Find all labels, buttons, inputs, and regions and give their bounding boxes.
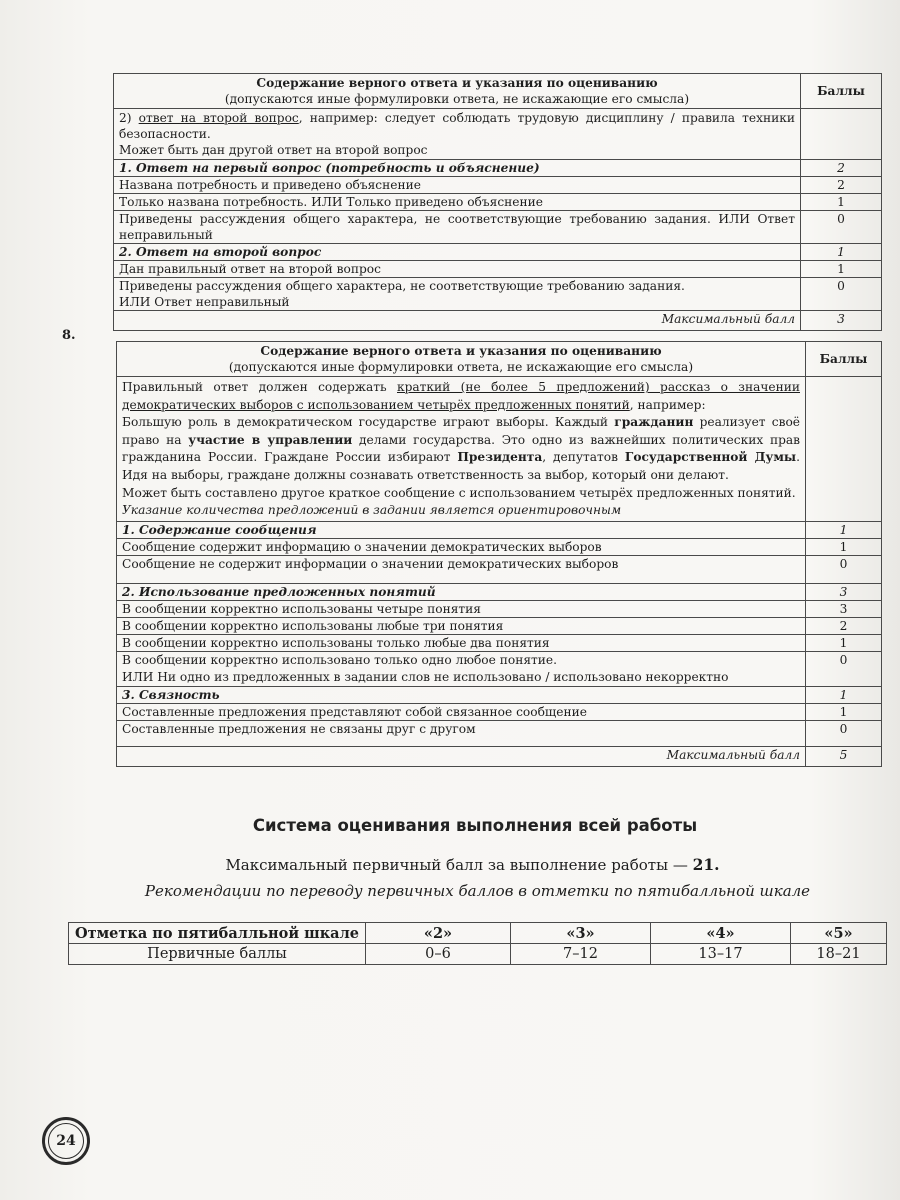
- content-header: Содержание верного ответа и указания по оцениванию (допускаются иные формулировки ответа, не искажающие его смысла): [114, 74, 801, 109]
- criterion-row: 1. Содержание сообщения 1: [117, 521, 882, 538]
- score-row: Составленные предложения не связаны друг с другом 0: [117, 720, 882, 746]
- score-row: В сообщении корректно использованы только любые два понятия 1: [117, 634, 882, 651]
- score-row: Названа потребность и приведено объяснение 2: [114, 177, 882, 194]
- score-row: В сообщении корректно использованы четыре понятия 3: [117, 600, 882, 617]
- max-score-row: Максимальный балл 3: [114, 311, 882, 331]
- criterion-row: 1. Ответ на первый вопрос (потребность и объяснение) 2: [114, 160, 882, 177]
- recommendation-heading: Рекомендации по переводу первичных баллов в отметки по пятибалльной шкале: [144, 882, 811, 900]
- max-score-statement: Максимальный первичный балл за выполнение работы — 21.: [225, 855, 720, 874]
- grade-row: Отметка по пятибалльной шкале «2» «3» «4» «5»: [69, 923, 887, 944]
- section-title: Система оценивания выполнения всей работы: [252, 816, 698, 835]
- criterion-row: 2. Ответ на второй вопрос 1: [114, 244, 882, 261]
- answer-row: 2) ответ на второй вопрос, например: следует соблюдать трудовую дисциплину / правила техники безопасности. Может быть дан другой ответ на второй вопрос: [114, 109, 882, 160]
- score-row: Сообщение не содержит информации о значении демократических выборов 0: [117, 555, 882, 583]
- criterion-row: 3. Связность 1: [117, 686, 882, 703]
- score-row: Составленные предложения представляют собой связанное сообщение 1: [117, 703, 882, 720]
- page-number-badge: 24: [42, 1117, 90, 1165]
- criterion-row: 2. Использование предложенных понятий 3: [117, 583, 882, 600]
- score-row: Только названа потребность. ИЛИ Только приведено объяснение 1: [114, 194, 882, 211]
- points-header: Баллы: [806, 342, 882, 377]
- grade-conversion-table: [68, 922, 887, 965]
- task7-rubric-table: [113, 73, 882, 331]
- table-header-row: [114, 74, 882, 109]
- task-number: 8.: [62, 328, 76, 343]
- points-header: Баллы: [801, 74, 882, 109]
- task8-rubric-table: [116, 341, 882, 767]
- answer-row: Правильный ответ должен содержать краткий (не более 5 предложений) рассказ о значении демократических выборов с использованием четырёх предложенных понятий, например: Большую роль в демократическом государстве играют выборы. Каждый гражданин реализует своё право на участие в управлении делами государства. Это одно из важнейших политических прав гражданина России. Граждане России избирают Президента, депутатов Государственной Думы. Идя на выборы, граждане должны сознавать ответственность за выбор, который они делают. Может быть составлено другое краткое сообщение с использованием четырёх предложенных понятий. Указание количества предложений в задании является ориентировочным: [117, 377, 882, 522]
- score-row: Приведены рассуждения общего характера, не соответствующие требованию задания. ИЛИ Ответ неправильный 0: [114, 211, 882, 244]
- table-header-row: [117, 342, 882, 377]
- content-header: Содержание верного ответа и указания по оцениванию (допускаются иные формулировки ответа, не искажающие его смысла): [117, 342, 806, 377]
- score-row: Сообщение содержит информацию о значении демократических выборов 1: [117, 538, 882, 555]
- score-row: В сообщении корректно использованы любые три понятия 2: [117, 617, 882, 634]
- score-row: Дан правильный ответ на второй вопрос 1: [114, 261, 882, 278]
- score-row: В сообщении корректно использовано только одно любое понятие. ИЛИ Ни одно из предложенных в задании слов не использовано / использовано некорректно 0: [117, 651, 882, 686]
- primary-score-row: Первичные баллы 0–6 7–12 13–17 18–21: [69, 944, 887, 965]
- max-score-row: Максимальный балл 5: [117, 746, 882, 766]
- score-row: Приведены рассуждения общего характера, не соответствующие требованию задания. ИЛИ Ответ неправильный 0: [114, 278, 882, 311]
